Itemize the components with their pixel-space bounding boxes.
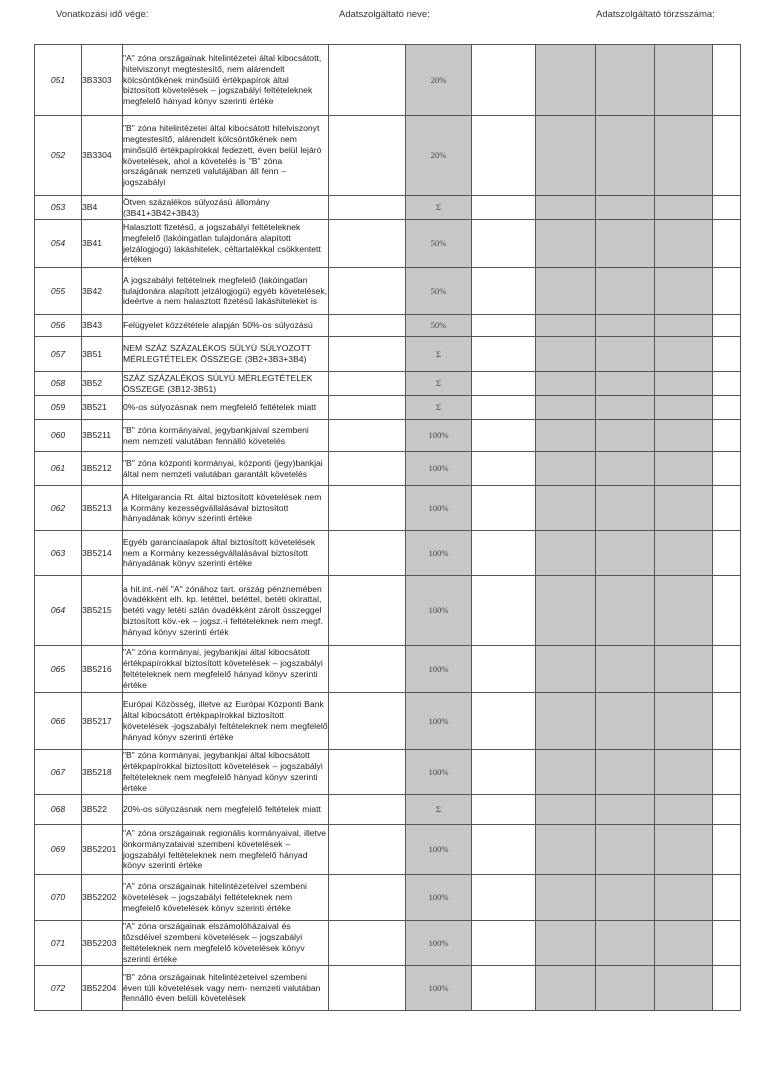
- shaded-cell: [655, 196, 713, 220]
- shaded-cell: [655, 452, 713, 486]
- weight-cell: 100%: [406, 921, 472, 966]
- shaded-cell: [536, 337, 596, 372]
- shaded-cell: [536, 966, 596, 1011]
- row-code: 3B5218: [82, 750, 123, 795]
- row-number: 072: [35, 966, 82, 1011]
- table-row: [35, 396, 741, 420]
- input-cell[interactable]: [472, 372, 536, 396]
- table-row: [35, 420, 741, 452]
- input-cell[interactable]: [329, 486, 406, 531]
- row-code: 3B5212: [82, 452, 123, 486]
- input-cell[interactable]: [713, 268, 741, 315]
- shaded-cell: [536, 646, 596, 693]
- shaded-cell: [536, 420, 596, 452]
- weight-cell: 20%: [406, 116, 472, 196]
- shaded-cell: [596, 693, 655, 750]
- shaded-cell: [596, 268, 655, 315]
- shaded-cell: [596, 531, 655, 576]
- row-description: "B" zóna kormányaival, jegybankjaival szembeni nem nemzeti valutában fennálló követelés: [123, 420, 329, 452]
- row-number: 071: [35, 921, 82, 966]
- shaded-cell: [596, 486, 655, 531]
- input-cell[interactable]: [329, 750, 406, 795]
- row-code: 3B4: [82, 196, 123, 220]
- input-cell[interactable]: [329, 420, 406, 452]
- row-description: "A" zóna országainak hitelintézetei által kibocsátott, hitelviszonyt megtestesítő, nem alárendelt kölcsöntőkének minősülő értékpapírok által biztosított követelések – jogszabályi feltételeknek megfelelő hányad könyv szerinti értéke: [123, 45, 329, 116]
- shaded-cell: [655, 420, 713, 452]
- shaded-cell: [596, 220, 655, 268]
- input-cell[interactable]: [472, 315, 536, 337]
- table-row: [35, 337, 741, 372]
- shaded-cell: [655, 825, 713, 875]
- input-cell[interactable]: [472, 196, 536, 220]
- weight-cell: Σ: [406, 196, 472, 220]
- table-row: [35, 268, 741, 315]
- shaded-cell: [536, 315, 596, 337]
- weight-cell: 50%: [406, 268, 472, 315]
- row-code: 3B5217: [82, 693, 123, 750]
- shaded-cell: [536, 116, 596, 196]
- shaded-cell: [596, 315, 655, 337]
- shaded-cell: [655, 396, 713, 420]
- input-cell[interactable]: [713, 921, 741, 966]
- row-description: Felügyelet közzététele alapján 50%-os súlyozású: [123, 315, 329, 337]
- shaded-cell: [536, 693, 596, 750]
- row-code: 3B5216: [82, 646, 123, 693]
- shaded-cell: [596, 452, 655, 486]
- shaded-cell: [655, 315, 713, 337]
- input-cell[interactable]: [472, 795, 536, 825]
- row-description: "B" zóna központi kormányai, központi (jegy)bankjai által nem nemzeti valutában garantált követelés: [123, 452, 329, 486]
- input-cell[interactable]: [713, 795, 741, 825]
- table-row: [35, 875, 741, 921]
- input-cell[interactable]: [329, 452, 406, 486]
- row-number: 063: [35, 531, 82, 576]
- input-cell[interactable]: [329, 576, 406, 646]
- shaded-cell: [596, 875, 655, 921]
- row-description: SZÁZ SZÁZALÉKOS SÚLYÚ MÉRLEGTÉTELEK ÖSSZEGE (3B12-3B51): [123, 372, 329, 396]
- shaded-cell: [655, 576, 713, 646]
- shaded-cell: [655, 646, 713, 693]
- input-cell[interactable]: [713, 966, 741, 1011]
- input-cell[interactable]: [329, 372, 406, 396]
- input-cell[interactable]: [713, 531, 741, 576]
- shaded-cell: [596, 372, 655, 396]
- shaded-cell: [596, 750, 655, 795]
- shaded-cell: [655, 966, 713, 1011]
- shaded-cell: [536, 531, 596, 576]
- input-cell[interactable]: [472, 268, 536, 315]
- shaded-cell: [536, 372, 596, 396]
- shaded-cell: [655, 795, 713, 825]
- weight-cell: 100%: [406, 825, 472, 875]
- row-code: 3B5215: [82, 576, 123, 646]
- shaded-cell: [536, 396, 596, 420]
- shaded-cell: [655, 531, 713, 576]
- shaded-cell: [536, 875, 596, 921]
- table-row: [35, 452, 741, 486]
- row-number: 051: [35, 45, 82, 116]
- table-row: [35, 220, 741, 268]
- input-cell[interactable]: [713, 196, 741, 220]
- row-description: "B" zóna országainak hitelintézeteivel szembeni éven túli követelések vagy nem- nemzeti valutában fennálló éven belüli követelések: [123, 966, 329, 1011]
- row-description: A Hitelgarancia Rt. által biztosított követelések nem a Kormány kezességvállalásával biztosított hányadának könyv szerinti értéke: [123, 486, 329, 531]
- input-cell[interactable]: [713, 315, 741, 337]
- weight-cell: Σ: [406, 396, 472, 420]
- table-row: [35, 750, 741, 795]
- input-cell[interactable]: [472, 825, 536, 875]
- shaded-cell: [655, 875, 713, 921]
- row-number: 052: [35, 116, 82, 196]
- row-number: 054: [35, 220, 82, 268]
- weight-cell: 100%: [406, 966, 472, 1011]
- row-number: 059: [35, 396, 82, 420]
- row-number: 067: [35, 750, 82, 795]
- row-description: "A" zóna országainak regionális kormányaival, illetve önkormányzataival szembeni követelések – jogszabályi feltételeknek nem megfelelő hányad könyv szerinti értéke: [123, 825, 329, 875]
- row-code: 3B52204: [82, 966, 123, 1011]
- row-description: Halasztott fizetésű, a jogszabályi feltételeknek megfelelő (lakóingatlan tulajdonára alapított jelzálogjogú) lakáshitelek, céltartalékkal csökkentett értéken: [123, 220, 329, 268]
- row-number: 065: [35, 646, 82, 693]
- shaded-cell: [536, 486, 596, 531]
- weight-cell: 20%: [406, 45, 472, 116]
- input-cell[interactable]: [472, 875, 536, 921]
- row-description: Egyéb garanciaalapok által biztosított követelések nem a Kormány kezességvállalásával biztosított hányadának könyv szerinti értéke: [123, 531, 329, 576]
- shaded-cell: [536, 921, 596, 966]
- row-description: a hit.int.-nél "A" zónához tart. ország pénznemében óvadékként elh. kp. letéttel, betéttel, betéti okirattal, betéti vagy letéti szlán óvadékként zárolt összeggel biztosított köv.-ek – jogsz.-i feltételeknek nem megf. hányad könyv szerinti érték: [123, 576, 329, 646]
- row-number: 064: [35, 576, 82, 646]
- row-description: "A" zóna országainak elszámolóházaival és tőzsdéivel szembeni követelések – jogszabályi feltételeknek nem megfelelő követelések könyv szerinti értéke: [123, 921, 329, 966]
- input-cell[interactable]: [713, 337, 741, 372]
- input-cell[interactable]: [713, 875, 741, 921]
- input-cell[interactable]: [713, 372, 741, 396]
- input-cell[interactable]: [472, 531, 536, 576]
- table-row: [35, 196, 741, 220]
- shaded-cell: [655, 220, 713, 268]
- shaded-cell: [596, 196, 655, 220]
- weight-cell: 100%: [406, 452, 472, 486]
- period-end-label: Vonatkozási idő vége:: [56, 9, 149, 20]
- table-row: [35, 966, 741, 1011]
- input-cell[interactable]: [472, 921, 536, 966]
- weight-cell: 100%: [406, 531, 472, 576]
- row-number: 068: [35, 795, 82, 825]
- input-cell[interactable]: [713, 486, 741, 531]
- shaded-cell: [536, 825, 596, 875]
- row-code: 3B521: [82, 396, 123, 420]
- row-code: 3B3304: [82, 116, 123, 196]
- row-number: 062: [35, 486, 82, 531]
- row-number: 056: [35, 315, 82, 337]
- table-row: [35, 116, 741, 196]
- row-code: 3B522: [82, 795, 123, 825]
- shaded-cell: [655, 45, 713, 116]
- shaded-cell: [655, 268, 713, 315]
- shaded-cell: [596, 576, 655, 646]
- input-cell[interactable]: [329, 268, 406, 315]
- table-row: [35, 372, 741, 396]
- row-description: NEM SZÁZ SZÁZALÉKOS SÚLYÚ SÚLYOZOTT MÉRLEGTÉTELEK ÖSSZEGE (3B2+3B3+3B4): [123, 337, 329, 372]
- row-description: A jogszabályi feltételnek megfelelő (lakóingatlan tulajdonára alapított jelzálogjogú) egyéb követelések, ideértve a nem halasztott fizetésű lakáshiteleket is: [123, 268, 329, 315]
- shaded-cell: [536, 196, 596, 220]
- shaded-cell: [596, 396, 655, 420]
- row-code: 3B52: [82, 372, 123, 396]
- shaded-cell: [596, 420, 655, 452]
- shaded-cell: [655, 337, 713, 372]
- row-description: "B" zóna kormányai, jegybankjai által kibocsátott értékpapírokkal biztosított követelések – jogszabályi feltételeknek nem megfelelő hányad könyv szerinti értéke: [123, 750, 329, 795]
- row-number: 055: [35, 268, 82, 315]
- row-code: 3B51: [82, 337, 123, 372]
- input-cell[interactable]: [713, 750, 741, 795]
- table-row: [35, 576, 741, 646]
- table-row: [35, 795, 741, 825]
- input-cell[interactable]: [472, 486, 536, 531]
- input-cell[interactable]: [329, 875, 406, 921]
- input-cell[interactable]: [329, 396, 406, 420]
- input-cell[interactable]: [472, 693, 536, 750]
- shaded-cell: [655, 486, 713, 531]
- table-row: [35, 921, 741, 966]
- weight-cell: 50%: [406, 315, 472, 337]
- shaded-cell: [536, 750, 596, 795]
- input-cell[interactable]: [329, 45, 406, 116]
- table-row: [35, 531, 741, 576]
- row-description: 0%-os súlyozásnak nem megfelelő feltételek miatt: [123, 396, 329, 420]
- row-code: 3B5213: [82, 486, 123, 531]
- input-cell[interactable]: [329, 196, 406, 220]
- shaded-cell: [536, 576, 596, 646]
- shaded-cell: [536, 795, 596, 825]
- table-row: [35, 646, 741, 693]
- shaded-cell: [655, 693, 713, 750]
- input-cell[interactable]: [472, 966, 536, 1011]
- weight-cell: Σ: [406, 337, 472, 372]
- input-cell[interactable]: [713, 825, 741, 875]
- shaded-cell: [596, 966, 655, 1011]
- weight-cell: 100%: [406, 750, 472, 795]
- input-cell[interactable]: [329, 531, 406, 576]
- input-cell[interactable]: [713, 576, 741, 646]
- row-number: 057: [35, 337, 82, 372]
- weight-cell: 100%: [406, 486, 472, 531]
- row-description: "B" zóna hitelintézetei által kibocsátott hitelviszonyt megtestesítő, alárendelt kölcsöntőkének nem minősülő értékpapírokkal fedezett, éven belül lejáró követelések, ahol a követelés is "B" zóna országának nemzeti valutájában áll fenn – jogszabályi: [123, 116, 329, 196]
- shaded-cell: [536, 268, 596, 315]
- row-code: 3B41: [82, 220, 123, 268]
- row-description: "A" zóna kormányai, jegybankjai által kibocsátott értékpapírokkal biztosított követelések – jogszabályi feltételeknek nem megfelelő hányad könyv szerinti értéke: [123, 646, 329, 693]
- table-row: [35, 693, 741, 750]
- weight-cell: 100%: [406, 646, 472, 693]
- input-cell[interactable]: [713, 452, 741, 486]
- shaded-cell: [596, 921, 655, 966]
- row-description: Ötven százalékos súlyozású állomány (3B41+3B42+3B43): [123, 196, 329, 220]
- row-code: 3B42: [82, 268, 123, 315]
- input-cell[interactable]: [472, 576, 536, 646]
- input-cell[interactable]: [329, 315, 406, 337]
- shaded-cell: [596, 646, 655, 693]
- input-cell[interactable]: [329, 116, 406, 196]
- shaded-cell: [655, 921, 713, 966]
- weight-cell: Σ: [406, 795, 472, 825]
- weight-cell: 100%: [406, 420, 472, 452]
- input-cell[interactable]: [329, 966, 406, 1011]
- weight-cell: Σ: [406, 372, 472, 396]
- row-code: 3B52201: [82, 825, 123, 875]
- input-cell[interactable]: [713, 220, 741, 268]
- row-code: 3B5211: [82, 420, 123, 452]
- input-cell[interactable]: [329, 220, 406, 268]
- table-row: [35, 486, 741, 531]
- row-description: "A" zóna országainak hitelintézeteivel szembeni követelések – jogszabályi feltételeknek nem megfelelő követelések könyv szerinti értéke: [123, 875, 329, 921]
- input-cell[interactable]: [713, 420, 741, 452]
- provider-registration-label: Adatszolgáltató törzsszáma:: [596, 9, 715, 20]
- row-description: 20%-os súlyozásnak nem megfelelő feltételek miatt: [123, 795, 329, 825]
- shaded-cell: [655, 372, 713, 396]
- input-cell[interactable]: [472, 646, 536, 693]
- input-cell[interactable]: [713, 45, 741, 116]
- input-cell[interactable]: [472, 750, 536, 795]
- input-cell[interactable]: [329, 337, 406, 372]
- provider-name-label: Adatszolgáltató neve:: [339, 9, 430, 20]
- shaded-cell: [596, 116, 655, 196]
- row-number: 058: [35, 372, 82, 396]
- shaded-cell: [655, 750, 713, 795]
- shaded-cell: [596, 45, 655, 116]
- input-cell[interactable]: [472, 396, 536, 420]
- row-number: 069: [35, 825, 82, 875]
- shaded-cell: [536, 45, 596, 116]
- input-cell[interactable]: [329, 646, 406, 693]
- row-code: 3B52203: [82, 921, 123, 966]
- row-number: 061: [35, 452, 82, 486]
- row-code: 3B43: [82, 315, 123, 337]
- table-row: [35, 45, 741, 116]
- input-cell[interactable]: [713, 116, 741, 196]
- row-code: 3B52202: [82, 875, 123, 921]
- weight-cell: 100%: [406, 576, 472, 646]
- row-number: 066: [35, 693, 82, 750]
- input-cell[interactable]: [472, 45, 536, 116]
- shaded-cell: [596, 825, 655, 875]
- row-description: Európai Közösség, illetve az Európai Központi Bank által kibocsátott értékpapírokkal biztosított követelések -jogszabályi feltételeknek nem megfelelő hányad könyv szerinti értéke: [123, 693, 329, 750]
- row-number: 070: [35, 875, 82, 921]
- input-cell[interactable]: [472, 220, 536, 268]
- row-number: 060: [35, 420, 82, 452]
- row-code: 3B5214: [82, 531, 123, 576]
- input-cell[interactable]: [713, 646, 741, 693]
- row-number: 053: [35, 196, 82, 220]
- row-code: 3B3303: [82, 45, 123, 116]
- input-cell[interactable]: [472, 116, 536, 196]
- shaded-cell: [596, 795, 655, 825]
- input-cell[interactable]: [329, 921, 406, 966]
- input-cell[interactable]: [713, 396, 741, 420]
- input-cell[interactable]: [472, 337, 536, 372]
- input-cell[interactable]: [329, 795, 406, 825]
- shaded-cell: [536, 452, 596, 486]
- shaded-cell: [536, 220, 596, 268]
- table-row: [35, 825, 741, 875]
- input-cell[interactable]: [329, 693, 406, 750]
- table-row: [35, 315, 741, 337]
- input-cell[interactable]: [713, 693, 741, 750]
- input-cell[interactable]: [472, 420, 536, 452]
- weight-cell: 50%: [406, 220, 472, 268]
- weight-cell: 100%: [406, 875, 472, 921]
- shaded-cell: [655, 116, 713, 196]
- weight-cell: 100%: [406, 693, 472, 750]
- report-table: [34, 44, 741, 1011]
- shaded-cell: [596, 337, 655, 372]
- input-cell[interactable]: [472, 452, 536, 486]
- input-cell[interactable]: [329, 825, 406, 875]
